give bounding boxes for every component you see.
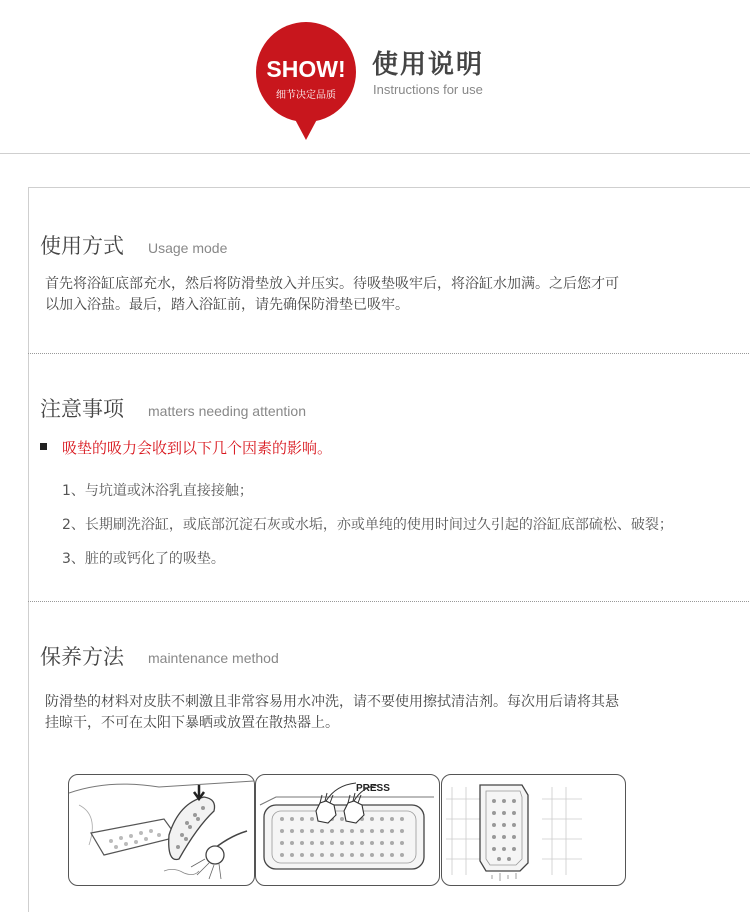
page-header <box>0 0 750 154</box>
show-badge-logo <box>256 22 356 140</box>
attention-title: 注意事项 <box>40 397 124 421</box>
maintenance-title: 保养方法 <box>40 645 124 669</box>
press-mat-drawing <box>256 775 439 885</box>
attention-item: 1、与坑道或沐浴乳直接接触； <box>62 483 253 499</box>
attention-item: 2、长期刷洗浴缸，或底部沉淀石灰或水垢，亦或单纯的使用时间过久引起的浴缸底部硫松、破裂； <box>62 517 673 533</box>
press-label: PRESS <box>356 783 390 794</box>
bullet-square-icon <box>40 443 47 450</box>
maintenance-text <box>45 692 619 734</box>
maintenance-line: 挂晾干，不可在太阳下暴晒或放置在散热器上。 <box>45 715 339 731</box>
maintenance-line: 防滑垫的材料对皮肤不刺激且非常容易用水冲洗，请不要使用擦拭清洁剂。每次用后请将其悬 <box>45 694 619 710</box>
badge-pointer <box>290 110 322 140</box>
attention-alert: 吸垫的吸力会收到以下几个因素的影响。 <box>62 439 333 457</box>
header-divider <box>0 153 750 154</box>
badge-text: SHOW! <box>266 56 346 82</box>
usage-line: 首先将浴缸底部充水，然后将防滑垫放入并压实。待吸垫吸牢后，将浴缸水加满。之后您才可 <box>45 276 619 292</box>
attention-subtitle: matters needing attention <box>148 403 306 419</box>
hang-dry-illustration <box>441 774 626 886</box>
hang-dry-drawing <box>442 775 625 885</box>
usage-line: 以加入浴盐。最后，踏入浴缸前，请先确保防滑垫已吸牢。 <box>45 297 409 313</box>
usage-text <box>45 274 619 316</box>
badge-subtext: 细节决定品质 <box>276 90 336 101</box>
attention-item: 3、脏的或钙化了的吸垫。 <box>62 551 225 567</box>
rinse-mat-drawing <box>69 775 254 885</box>
page-subtitle: Instructions for use <box>373 82 483 97</box>
press-mat-illustration <box>255 774 440 886</box>
section-divider <box>28 353 749 354</box>
usage-subtitle: Usage mode <box>148 240 228 256</box>
usage-title: 使用方式 <box>40 234 124 258</box>
rinse-mat-illustration <box>68 774 255 886</box>
page-title: 使用说明 <box>372 50 485 80</box>
section-divider <box>28 601 749 602</box>
maintenance-subtitle: maintenance method <box>148 650 279 666</box>
